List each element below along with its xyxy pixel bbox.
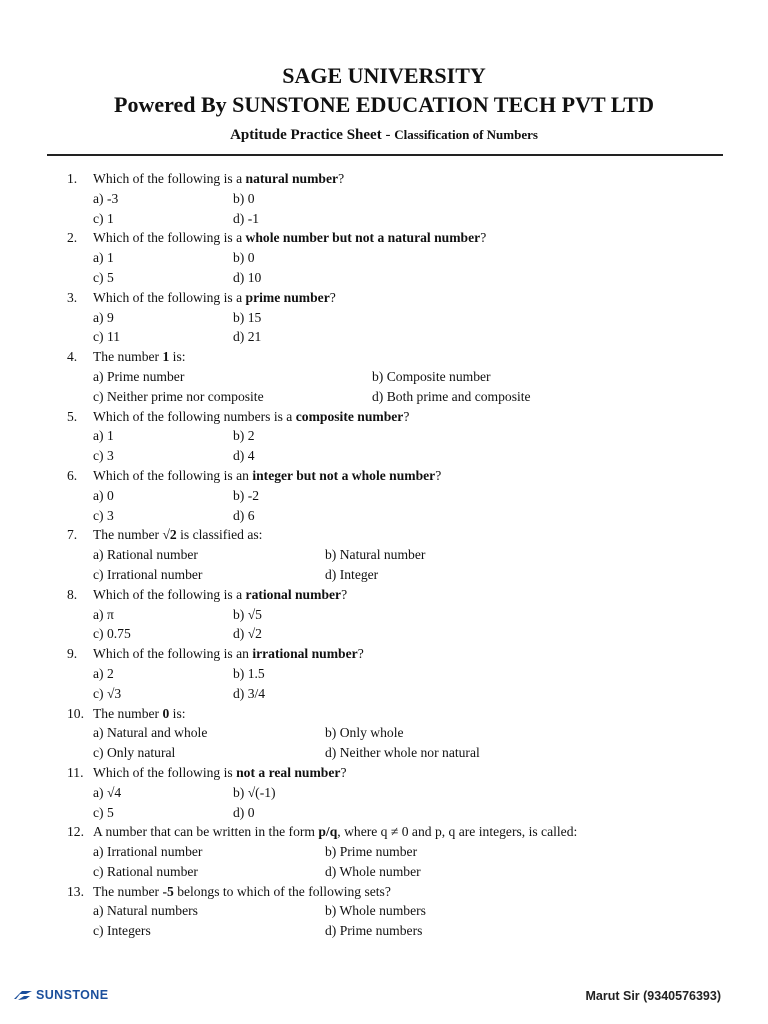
answer-option: b) -2 <box>233 487 260 503</box>
question-text-post: ? <box>403 408 410 424</box>
question-item <box>67 882 727 941</box>
question-item <box>67 704 727 763</box>
answer-option: c) Only natural <box>93 745 176 761</box>
answer-option: a) 2 <box>93 665 114 681</box>
answer-option: c) 3 <box>93 448 114 464</box>
answer-option: d) Neither whole nor natural <box>325 745 480 761</box>
sheet-subtitle <box>0 122 768 148</box>
answer-option: b) Prime number <box>325 844 418 860</box>
question-text-post: ? <box>357 646 364 662</box>
answer-option: c) Integers <box>93 923 151 939</box>
answer-option: b) √5 <box>233 606 262 622</box>
sunstone-logo <box>12 988 108 1002</box>
question-text-post: is classified as: <box>176 527 263 543</box>
answer-option: b) Natural number <box>325 547 426 563</box>
answer-option: d) 0 <box>233 804 255 820</box>
question-item <box>67 288 727 347</box>
question-text-post: ? <box>329 289 336 305</box>
answer-option: b) Composite number <box>372 368 491 384</box>
answer-option: d) 21 <box>233 329 262 345</box>
question-keyword: natural number <box>245 171 339 186</box>
question-number: 12. <box>67 824 84 840</box>
question-text-post: ? <box>435 467 442 483</box>
question-text-post: ? <box>340 764 347 780</box>
question-text-pre: Which of the following is a <box>93 289 246 305</box>
answer-option: c) 5 <box>93 804 114 820</box>
answer-option: b) Whole numbers <box>325 903 426 919</box>
question-keyword: irrational number <box>252 646 358 662</box>
question-text <box>93 525 262 545</box>
question-item <box>67 763 727 822</box>
question-text-pre: Which of the following is an <box>93 467 253 483</box>
answer-option: a) 1 <box>93 250 114 266</box>
question-keyword: prime number <box>245 289 330 305</box>
question-number: 9. <box>67 646 78 662</box>
question-text <box>93 407 409 427</box>
answer-option: a) Irrational number <box>93 844 203 860</box>
question-keyword: rational number <box>245 586 342 602</box>
answer-option: c) 11 <box>93 329 121 345</box>
answer-option: a) π <box>93 606 114 622</box>
question-number: 2. <box>67 230 78 246</box>
answer-option: b) 15 <box>233 309 262 325</box>
question-number: 8. <box>67 586 78 602</box>
answer-option: d) 4 <box>233 448 255 464</box>
question-text-post: is: <box>169 349 186 365</box>
answer-option: d) Whole number <box>325 863 421 879</box>
answer-option: a) 0 <box>93 487 114 503</box>
question-list <box>67 169 727 941</box>
answer-option: d) 10 <box>233 269 262 285</box>
question-keyword: 0 <box>162 705 170 721</box>
question-text-post: is: <box>169 705 186 721</box>
question-text <box>93 466 441 486</box>
question-item <box>67 822 727 881</box>
question-item <box>67 228 727 287</box>
question-text-post: ? <box>338 171 345 186</box>
answer-option: c) Irrational number <box>93 566 203 582</box>
answer-option: b) √(-1) <box>233 784 276 800</box>
sheet-topic: Classification of Numbers <box>394 127 538 142</box>
question-number: 4. <box>67 349 78 365</box>
question-text-pre: Which of the following numbers is a <box>93 408 296 424</box>
university-name: SAGE UNIVERSITY <box>282 63 486 88</box>
question-keyword: not a real number <box>236 764 341 780</box>
question-text-post: ? <box>341 586 348 602</box>
question-text-post: ? <box>480 230 487 246</box>
answer-option: c) Rational number <box>93 863 198 879</box>
question-text <box>93 228 486 248</box>
answer-option: d) 3/4 <box>233 685 266 701</box>
answer-option: d) √2 <box>233 626 262 642</box>
question-item <box>67 525 727 584</box>
question-text-pre: The number <box>93 349 163 365</box>
answer-option: a) 9 <box>93 309 114 325</box>
question-text-post: belongs to which of the following sets? <box>173 883 391 899</box>
question-text <box>93 585 347 605</box>
question-text-pre: The number <box>93 705 163 721</box>
question-keyword: composite number <box>295 408 404 424</box>
question-number: 6. <box>67 467 78 483</box>
question-text-pre: Which of the following is a <box>93 230 246 246</box>
question-text-pre: Which of the following is a <box>93 586 246 602</box>
question-text-pre: Which of the following is <box>93 764 237 780</box>
question-text-pre: A number that can be written in the form <box>93 824 319 840</box>
question-keyword: 1 <box>162 349 170 365</box>
answer-option: b) 1.5 <box>233 665 265 681</box>
answer-option: b) Only whole <box>325 725 404 741</box>
question-number: 3. <box>67 289 78 305</box>
question-number: 11. <box>67 764 84 780</box>
question-item <box>67 644 727 703</box>
question-item <box>67 466 727 525</box>
answer-option: b) 0 <box>233 190 255 206</box>
question-keyword: integer but not a whole number <box>252 467 436 483</box>
question-number: 5. <box>67 408 78 424</box>
question-number: 7. <box>67 527 78 543</box>
answer-option: a) Natural numbers <box>93 903 198 919</box>
answer-option: b) 2 <box>233 428 255 444</box>
question-text <box>93 882 391 902</box>
question-keyword: whole number but not a natural number <box>245 230 481 246</box>
question-text <box>93 347 186 367</box>
question-text <box>93 169 344 189</box>
question-item <box>67 407 727 466</box>
question-number: 10. <box>67 705 84 721</box>
question-text <box>93 704 186 724</box>
question-text <box>93 763 346 783</box>
sunstone-logo-icon <box>12 988 34 1002</box>
question-item <box>67 169 727 228</box>
answer-option: c) 3 <box>93 507 114 523</box>
page-header <box>0 62 768 148</box>
question-text <box>93 822 577 842</box>
question-item <box>67 585 727 644</box>
question-text-post: , where q ≠ 0 and p, q are integers, is called: <box>337 824 578 840</box>
question-item <box>67 347 727 406</box>
answer-option: d) Integer <box>325 566 379 582</box>
logo-text: SUNSTONE <box>36 988 109 1002</box>
question-number: 13. <box>67 883 84 899</box>
question-text-pre: The number <box>93 883 163 899</box>
answer-option: c) √3 <box>93 685 122 701</box>
contact-info: Marut Sir (9340576393) <box>585 989 721 1003</box>
question-text <box>93 644 364 664</box>
question-text <box>93 288 336 308</box>
question-keyword: p/q <box>318 824 338 840</box>
question-number: 1. <box>67 171 78 186</box>
question-text-pre: The number <box>93 527 163 543</box>
question-text-pre: Which of the following is a <box>93 171 246 186</box>
title-separator: - <box>381 127 395 143</box>
answer-option: c) 1 <box>93 210 114 226</box>
answer-option: a) Natural and whole <box>93 725 208 741</box>
answer-option: c) 0.75 <box>93 626 131 642</box>
answer-option: d) -1 <box>233 210 260 226</box>
answer-option: d) Prime numbers <box>325 923 423 939</box>
question-text-pre: Which of the following is an <box>93 646 253 662</box>
answer-option: a) Prime number <box>93 368 185 384</box>
answer-option: a) -3 <box>93 190 119 206</box>
sheet-title: Aptitude Practice Sheet <box>230 127 382 143</box>
answer-option: a) √4 <box>93 784 122 800</box>
answer-option: c) Neither prime nor composite <box>93 388 264 404</box>
answer-option: d) 6 <box>233 507 255 523</box>
answer-option: a) 1 <box>93 428 114 444</box>
header-divider <box>47 154 723 156</box>
question-keyword: √2 <box>162 527 177 543</box>
answer-option: d) Both prime and composite <box>372 388 531 404</box>
answer-option: c) 5 <box>93 269 114 285</box>
powered-by-line: Powered By SUNSTONE EDUCATION TECH PVT LTD <box>114 92 654 117</box>
answer-option: b) 0 <box>233 250 255 266</box>
question-keyword: -5 <box>162 883 174 899</box>
answer-option: a) Rational number <box>93 547 198 563</box>
